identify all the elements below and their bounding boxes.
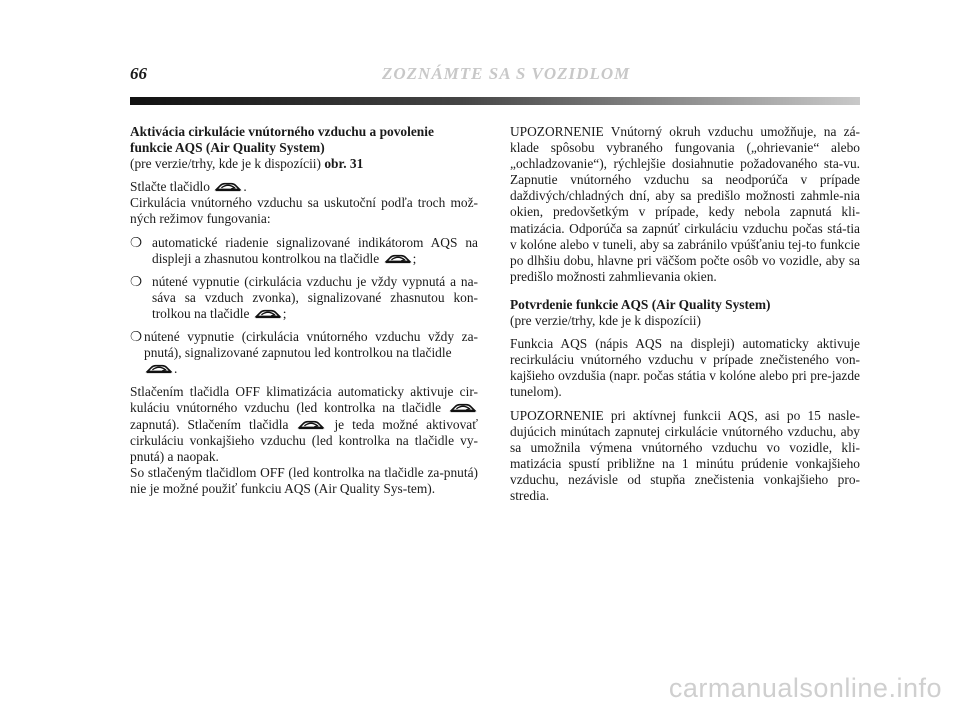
recirculation-icon — [384, 252, 412, 266]
warning-paragraph-2: UPOZORNENIE pri aktívnej funkcii AQS, asi po 15 nasle-dujúcich minútach zapnutej cirkulácie vnútorného vzduchu, aby sa umožnila výmena vnútorného vzduchu vo vozidle, kli-matizácia spustí približne na 1 minútu prúdenie vonkajšieho vzduchu, nezávisle od stupňa znečistenia vonkajšieho pro-stredia. — [510, 407, 860, 503]
off-text-3: je teda možné aktivovať cirkuláciu vonkajšieho vzduchu (led kontrolka na tlačidle vy-pnutá) a naopak. — [130, 416, 478, 464]
bullet-1-end: ; — [412, 250, 417, 266]
off-text-2: zapnutá). Stlačením tlačidla — [130, 416, 289, 432]
press-end: . — [243, 179, 247, 195]
bullet-marker: ❍ — [130, 329, 143, 345]
off-text-1: Stlačením tlačidla OFF klimatizácia automaticky aktivuje cir-kuláciu vnútorného vzduchu (led kontrolka na tlačidle — [130, 384, 478, 416]
press-text: Stlačte tlačidlo — [130, 179, 210, 195]
running-title: ZOZNÁMTE SA S VOZIDLOM — [382, 64, 631, 83]
recirculation-icon — [145, 362, 173, 376]
right-column — [510, 124, 860, 511]
left-heading — [130, 124, 478, 156]
off-paragraph — [130, 384, 478, 497]
recirculation-icon — [254, 307, 282, 321]
page-number: 66 — [130, 64, 147, 83]
bullet-3-end: . — [174, 361, 178, 377]
header-rule — [130, 97, 860, 105]
recirculation-icon — [449, 401, 477, 415]
right-heading: Potvrdenie funkcie AQS (Air Quality System) — [510, 296, 771, 312]
watermark: carmanualsonline.info — [668, 673, 942, 703]
left-subtitle-text: (pre verzie/trhy, kde je k dispozícii) — [130, 156, 321, 172]
bullet-marker: ❍ — [130, 234, 143, 250]
right-subtitle: (pre verzie/trhy, kde je k dispozícii) — [510, 313, 701, 329]
left-heading-line2: funkcie AQS (Air Quality System) — [130, 140, 325, 156]
figure-reference: obr. 31 — [324, 156, 364, 172]
bullet-2-end: ; — [282, 305, 287, 321]
recirculation-icon — [297, 418, 325, 432]
press-paragraph — [130, 179, 478, 227]
bullet-item-2 — [130, 274, 478, 322]
bullet-marker: ❍ — [130, 273, 143, 289]
left-heading-line1: Aktivácia cirkulácie vnútorného vzduchu a povolenie — [130, 124, 434, 139]
warning-paragraph-1: UPOZORNENIE Vnútorný okruh vzduchu umožňuje, na zá-klade spôsobu vybraného fungovania („ohrievanie“ alebo „ochladzovanie“), rýchlejšie dosiahnutie požadovaného sta-vu. Zapnutie vnútorného vzduchu sa neodporúča v prípade daždivých/chladných dní, aby sa predišlo možnosti zahmle-nia okien, predovšetkým v prípade, kedy nebola zapnutá kli-matizácia. Odporúča sa zapnúť cirkuláciu vzduchu počas stá-tia v kolóne alebo v tuneli, aby sa zabránilo vpúšťaniu tej-to funkcie po dlhšiu dobu, hlavne pri väčšom počte osôb vo vozidle, aby sa predišlo možnosti zahmlievania okien. — [510, 124, 860, 284]
aqs-paragraph: Funkcia AQS (nápis AQS na displeji) automaticky aktivuje recirkuláciu vnútorného vzduchu v prípade znečisteného von-kajšieho ovzdušia (napr. počas státia v kolóne alebo pri pre-jazde tunelom). — [510, 336, 860, 400]
bullet-1-text: automatické riadenie signalizované indikátorom AQS na displeji a zhasnutou kontrolkou na tlačidle — [152, 234, 478, 266]
left-column — [130, 124, 478, 504]
modes-intro: Cirkulácia vnútorného vzduchu sa uskutoční podľa troch mož-ných režimov fungovania: — [130, 195, 478, 227]
bullet-3-text: nútené vypnutie (cirkulácia vnútorného vzduchu vždy za-pnutá), signalizované zapnutou led kontrolkou na tlačidle — [144, 329, 478, 361]
left-subtitle — [130, 156, 478, 172]
recirculation-icon — [214, 180, 242, 194]
bullet-item-1 — [130, 235, 478, 267]
bullet-2-text: nútené vypnutie (cirkulácia vzduchu je vždy vypnutá a na-sáva sa vzduch zvonka), signalizované zhasnutou kon-trolkou na tlačidle — [152, 273, 478, 321]
off-text-4: So stlačeným tlačidlom OFF (led kontrolka na tlačidle za-pnutá) nie je možné použiť funkciu AQS (Air Quality Sys-tem). — [130, 464, 478, 496]
bullet-item-3 — [130, 329, 478, 377]
